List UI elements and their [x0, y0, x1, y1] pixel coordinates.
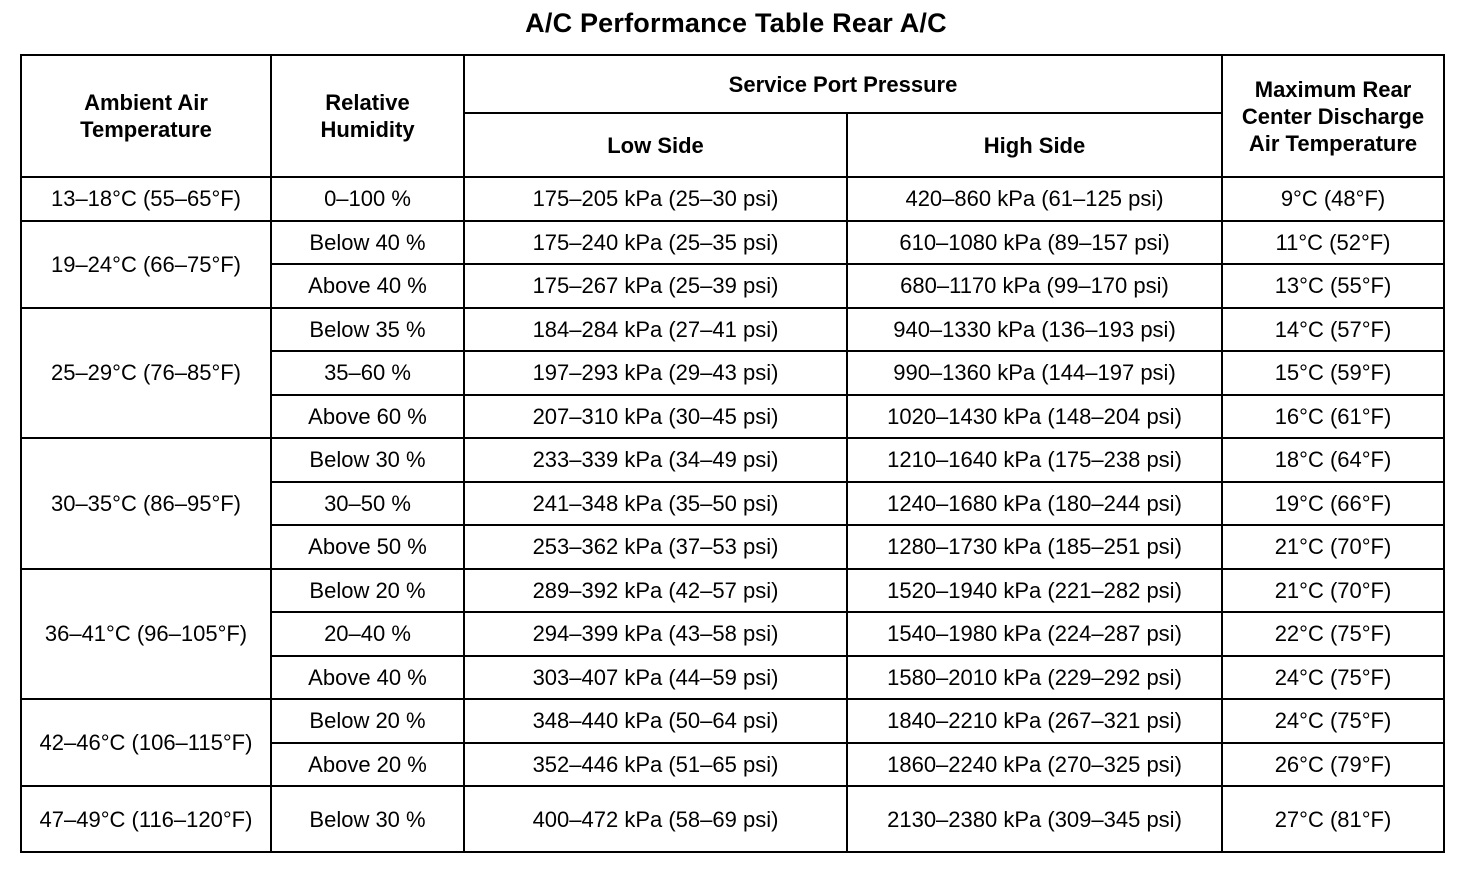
- low-side-pressure-cell: 175–205 kPa (25–30 psi): [464, 177, 847, 221]
- high-side-pressure-cell: 1020–1430 kPa (148–204 psi): [847, 395, 1222, 439]
- table-title: A/C Performance Table Rear A/C: [525, 8, 947, 38]
- discharge-temperature-cell: 21°C (70°F): [1222, 525, 1444, 569]
- header-high-side: High Side: [847, 113, 1222, 177]
- low-side-pressure-cell: 400–472 kPa (58–69 psi): [464, 786, 847, 852]
- relative-humidity-cell: Below 30 %: [271, 438, 464, 482]
- relative-humidity-cell: Above 40 %: [271, 264, 464, 308]
- low-side-pressure-cell: 253–362 kPa (37–53 psi): [464, 525, 847, 569]
- table-body: [21, 177, 1444, 852]
- high-side-pressure-cell: 610–1080 kPa (89–157 psi): [847, 221, 1222, 265]
- ambient-temperature-cell: 25–29°C (76–85°F): [21, 308, 271, 439]
- discharge-temperature-cell: 22°C (75°F): [1222, 612, 1444, 656]
- header-service-port-pressure: Service Port Pressure: [464, 55, 1222, 113]
- discharge-temperature-cell: 13°C (55°F): [1222, 264, 1444, 308]
- high-side-pressure-cell: 1240–1680 kPa (180–244 psi): [847, 482, 1222, 526]
- relative-humidity-cell: 20–40 %: [271, 612, 464, 656]
- low-side-pressure-cell: 303–407 kPa (44–59 psi): [464, 656, 847, 700]
- low-side-pressure-cell: 207–310 kPa (30–45 psi): [464, 395, 847, 439]
- low-side-pressure-cell: 197–293 kPa (29–43 psi): [464, 351, 847, 395]
- discharge-temperature-cell: 9°C (48°F): [1222, 177, 1444, 221]
- relative-humidity-cell: Below 40 %: [271, 221, 464, 265]
- high-side-pressure-cell: 990–1360 kPa (144–197 psi): [847, 351, 1222, 395]
- discharge-temperature-cell: 18°C (64°F): [1222, 438, 1444, 482]
- discharge-temperature-cell: 24°C (75°F): [1222, 656, 1444, 700]
- high-side-pressure-cell: 680–1170 kPa (99–170 psi): [847, 264, 1222, 308]
- discharge-temperature-cell: 11°C (52°F): [1222, 221, 1444, 265]
- relative-humidity-cell: Above 50 %: [271, 525, 464, 569]
- discharge-temperature-cell: 14°C (57°F): [1222, 308, 1444, 352]
- low-side-pressure-cell: 289–392 kPa (42–57 psi): [464, 569, 847, 613]
- table-row: [21, 786, 1444, 852]
- relative-humidity-cell: Above 60 %: [271, 395, 464, 439]
- table-row: [21, 569, 1444, 613]
- table-row: [21, 699, 1444, 743]
- relative-humidity-cell: 0–100 %: [271, 177, 464, 221]
- low-side-pressure-cell: 348–440 kPa (50–64 psi): [464, 699, 847, 743]
- relative-humidity-cell: Below 20 %: [271, 569, 464, 613]
- relative-humidity-cell: Above 20 %: [271, 743, 464, 787]
- high-side-pressure-cell: 1280–1730 kPa (185–251 psi): [847, 525, 1222, 569]
- low-side-pressure-cell: 233–339 kPa (34–49 psi): [464, 438, 847, 482]
- header-max-discharge-temperature: Maximum Rear Center Discharge Air Temperature: [1222, 55, 1444, 177]
- low-side-pressure-cell: 241–348 kPa (35–50 psi): [464, 482, 847, 526]
- header-ambient-air-temperature: Ambient Air Temperature: [21, 55, 271, 177]
- table-row: [21, 308, 1444, 352]
- discharge-temperature-cell: 19°C (66°F): [1222, 482, 1444, 526]
- ambient-temperature-cell: 13–18°C (55–65°F): [21, 177, 271, 221]
- low-side-pressure-cell: 175–240 kPa (25–35 psi): [464, 221, 847, 265]
- low-side-pressure-cell: 175–267 kPa (25–39 psi): [464, 264, 847, 308]
- low-side-pressure-cell: 352–446 kPa (51–65 psi): [464, 743, 847, 787]
- relative-humidity-cell: Below 30 %: [271, 786, 464, 852]
- table-row: [21, 177, 1444, 221]
- high-side-pressure-cell: 1210–1640 kPa (175–238 psi): [847, 438, 1222, 482]
- low-side-pressure-cell: 184–284 kPa (27–41 psi): [464, 308, 847, 352]
- discharge-temperature-cell: 16°C (61°F): [1222, 395, 1444, 439]
- high-side-pressure-cell: 1840–2210 kPa (267–321 psi): [847, 699, 1222, 743]
- discharge-temperature-cell: 15°C (59°F): [1222, 351, 1444, 395]
- discharge-temperature-cell: 27°C (81°F): [1222, 786, 1444, 852]
- header-low-side: Low Side: [464, 113, 847, 177]
- low-side-pressure-cell: 294–399 kPa (43–58 psi): [464, 612, 847, 656]
- relative-humidity-cell: Above 40 %: [271, 656, 464, 700]
- ambient-temperature-cell: 47–49°C (116–120°F): [21, 786, 271, 852]
- ambient-temperature-cell: 36–41°C (96–105°F): [21, 569, 271, 700]
- high-side-pressure-cell: 1540–1980 kPa (224–287 psi): [847, 612, 1222, 656]
- relative-humidity-cell: Below 35 %: [271, 308, 464, 352]
- ac-performance-table: [20, 54, 1445, 853]
- high-side-pressure-cell: 940–1330 kPa (136–193 psi): [847, 308, 1222, 352]
- discharge-temperature-cell: 21°C (70°F): [1222, 569, 1444, 613]
- discharge-temperature-cell: 24°C (75°F): [1222, 699, 1444, 743]
- high-side-pressure-cell: 1520–1940 kPa (221–282 psi): [847, 569, 1222, 613]
- ambient-temperature-cell: 19–24°C (66–75°F): [21, 221, 271, 308]
- ambient-temperature-cell: 30–35°C (86–95°F): [21, 438, 271, 569]
- relative-humidity-cell: 35–60 %: [271, 351, 464, 395]
- relative-humidity-cell: Below 20 %: [271, 699, 464, 743]
- high-side-pressure-cell: 420–860 kPa (61–125 psi): [847, 177, 1222, 221]
- discharge-temperature-cell: 26°C (79°F): [1222, 743, 1444, 787]
- relative-humidity-cell: 30–50 %: [271, 482, 464, 526]
- header-relative-humidity: Relative Humidity: [271, 55, 464, 177]
- ambient-temperature-cell: 42–46°C (106–115°F): [21, 699, 271, 786]
- table-row: [21, 438, 1444, 482]
- high-side-pressure-cell: 2130–2380 kPa (309–345 psi): [847, 786, 1222, 852]
- high-side-pressure-cell: 1580–2010 kPa (229–292 psi): [847, 656, 1222, 700]
- table-row: [21, 221, 1444, 265]
- high-side-pressure-cell: 1860–2240 kPa (270–325 psi): [847, 743, 1222, 787]
